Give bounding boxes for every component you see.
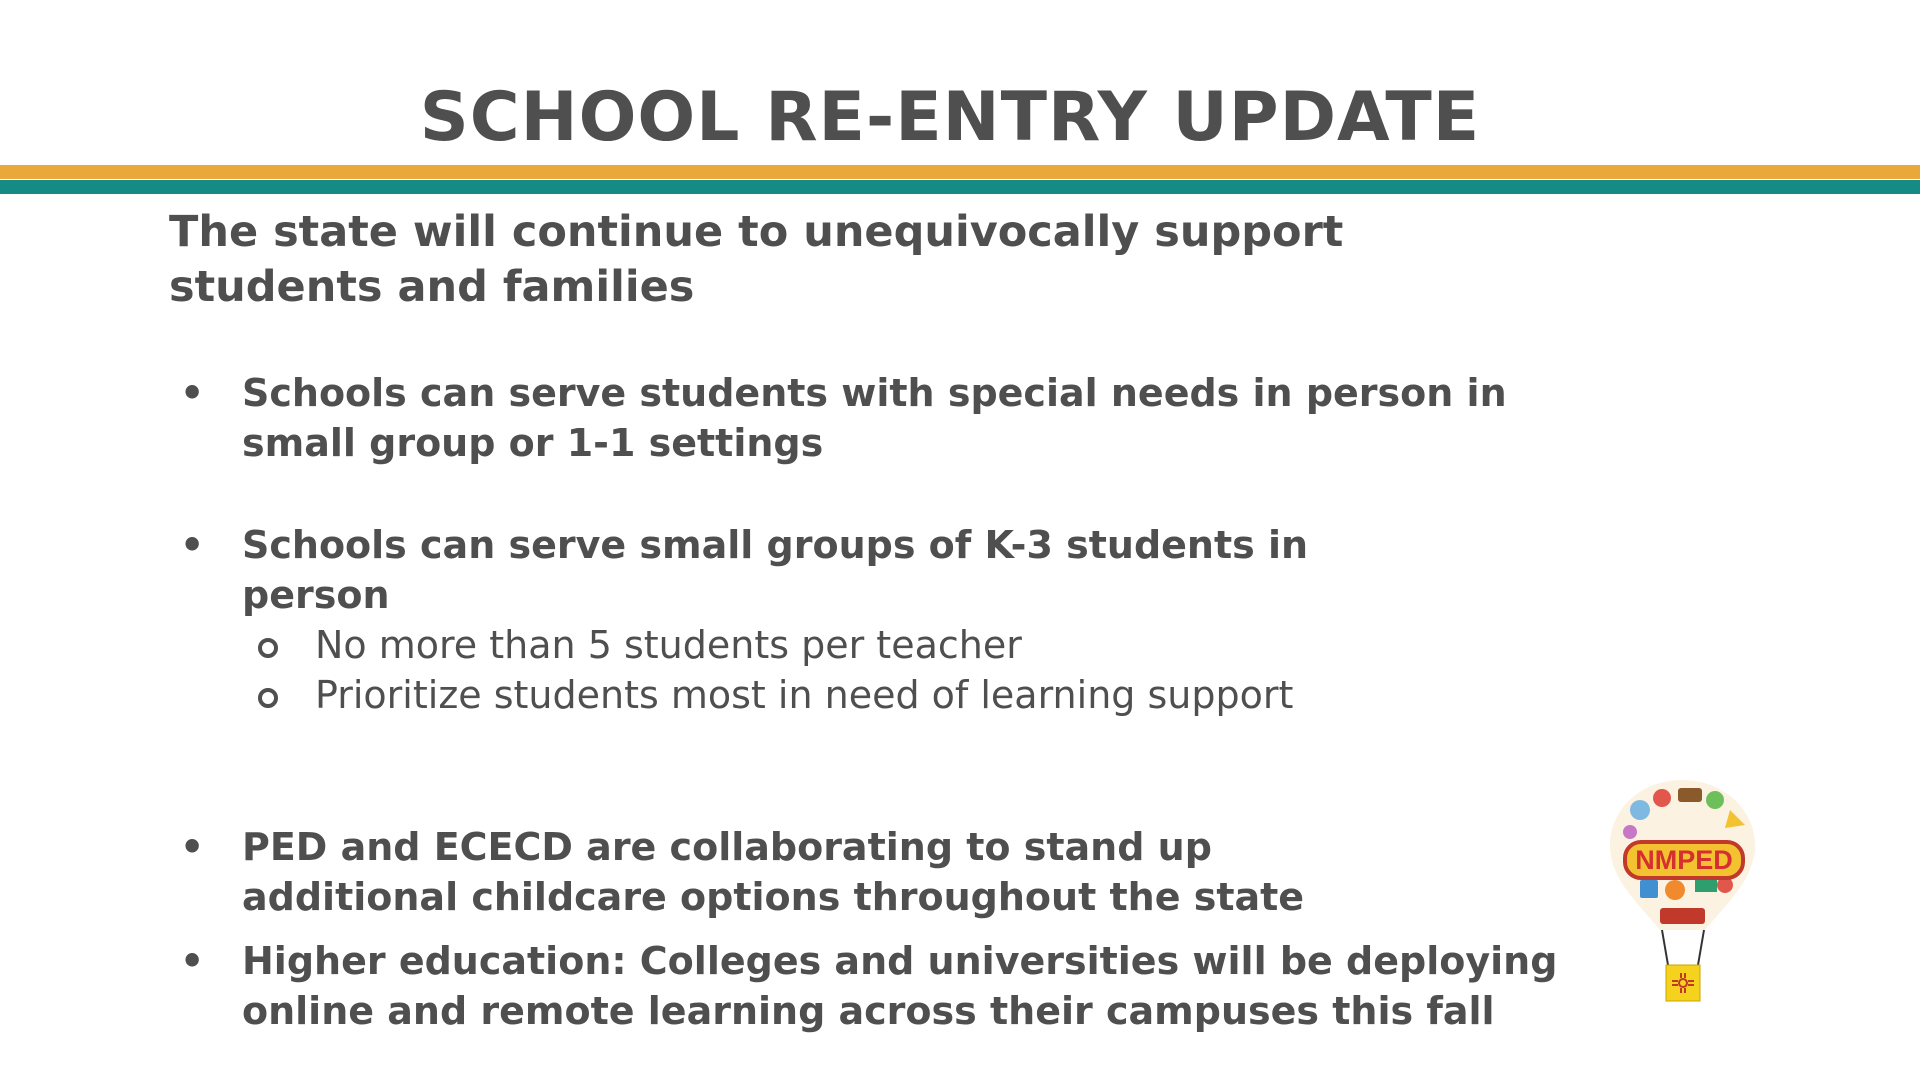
bullet-text: Higher education: Colleges and universities will be deploying online and remote learning across their campuses this fall [242,939,1558,1033]
sub-bullet-text: No more than 5 students per teacher [315,623,1022,667]
basket-icon [1666,965,1700,1001]
bullet-text: Schools can serve students with special needs in person in small group or 1-1 settings [242,371,1507,465]
nmped-logo [1600,770,1765,1005]
bullet-item [180,368,1622,468]
sub-bullet-text: Prioritize students most in need of learning support [315,673,1294,717]
bullet-dot-icon: • [180,371,205,415]
bullet-item [180,822,1392,922]
bullet-text: Schools can serve small groups of K-3 students in person [242,523,1309,617]
bullet-text: PED and ECECD are collaborating to stand up additional childcare options throughout the state [242,825,1305,919]
sub-bullet-item [315,620,1415,670]
hollow-circle-bullet-icon [258,638,278,658]
bullet-dot-icon: • [180,825,205,869]
bullet-item [180,936,1642,1036]
bullet-item [180,520,1392,620]
gold-divider-stripe [0,165,1920,179]
slide-subtitle: The state will continue to unequivocally support students and families [169,207,1344,312]
hollow-circle-bullet-icon [258,688,278,708]
bullet-dot-icon: • [180,939,205,983]
bullet-dot-icon: • [180,523,205,567]
sub-bullet-item [315,670,1315,720]
slide-title: SCHOOL RE-ENTRY UPDATE [419,78,1481,157]
teal-divider-stripe [0,180,1920,194]
logo-text: NMPED [1635,845,1733,875]
